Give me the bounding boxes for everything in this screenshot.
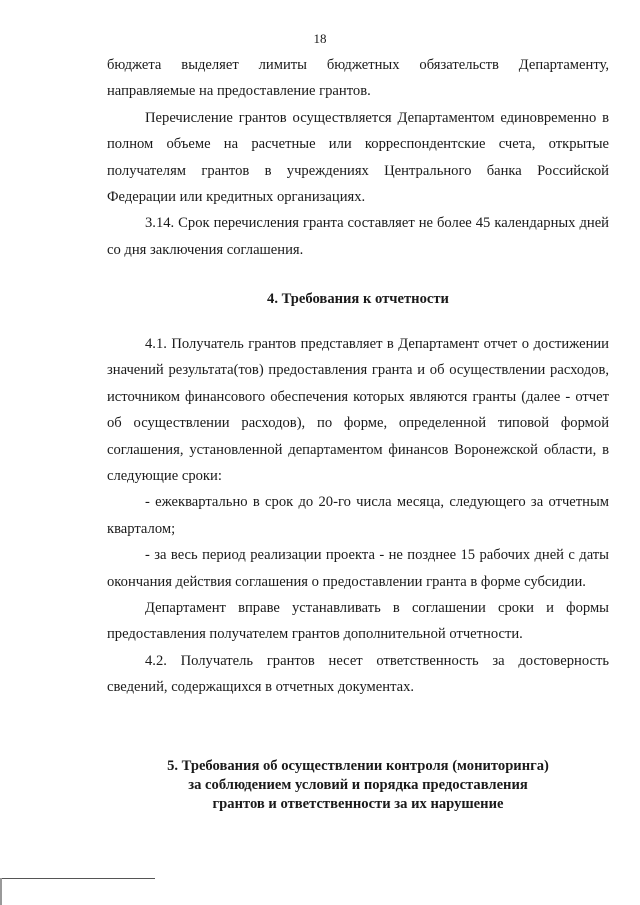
- paragraph-budget-limits: бюджета выделяет лимиты бюджетных обязательств Департаменту, направляемые на предоставление грантов.: [107, 57, 609, 100]
- section-4-body: [107, 331, 609, 701]
- section-5-heading: [107, 757, 609, 814]
- section-4-heading: 4. Требования к отчетности: [267, 291, 449, 307]
- section-5-heading-line-1: 5. Требования об осуществлении контроля (мониторинга): [167, 758, 549, 774]
- paragraph-additional-reporting: Департамент вправе устанавливать в соглашении сроки и формы предоставления получателем грантов дополнительной отчетности.: [107, 600, 609, 643]
- paragraph-3-14: 3.14. Срок перечисления гранта составляет не более 45 календарных дней со дня заключения соглашения.: [107, 215, 609, 258]
- paragraph-full-period: - за весь период реализации проекта - не позднее 15 рабочих дней с даты окончания действия соглашения о предоставлении гранта в форме субсидии.: [107, 547, 609, 590]
- paragraph-4-2: 4.2. Получатель грантов несет ответственность за достоверность сведений, содержащихся в отчетных документах.: [107, 652, 609, 696]
- footnote-rule: [0, 878, 155, 879]
- paragraph-grant-transfer: Перечисление грантов осуществляется Департаментом единовременно в полном объеме на расчетные или корреспондентские счета, открытые получателям грантов в учреждениях Центрального банка Российской Федерации или кредитных организациях.: [107, 109, 609, 206]
- section-5-heading-line-3: грантов и ответственности за их нарушение: [212, 796, 504, 812]
- paragraph-quarterly: - ежеквартально в срок до 20-го числа месяца, следующего за отчетным кварталом;: [107, 494, 609, 537]
- paragraph-4-1: 4.1. Получатель грантов представляет в Департамент отчет о достижении значений результата(тов) предоставления гранта и об осуществлении расходов, источником финансового обеспечения которых являются гранты (далее - отчет об осуществлении расходов), по форме, определенной типовой формой соглашения, установленной департаментом финансов Воронежской области, в следующие сроки:: [107, 336, 609, 485]
- section-5-heading-line-2: за соблюдением условий и порядка предоставления: [188, 777, 528, 793]
- page-number: 18: [313, 31, 327, 46]
- scan-edge-mark: [0, 878, 2, 905]
- text-block-top: [107, 52, 609, 263]
